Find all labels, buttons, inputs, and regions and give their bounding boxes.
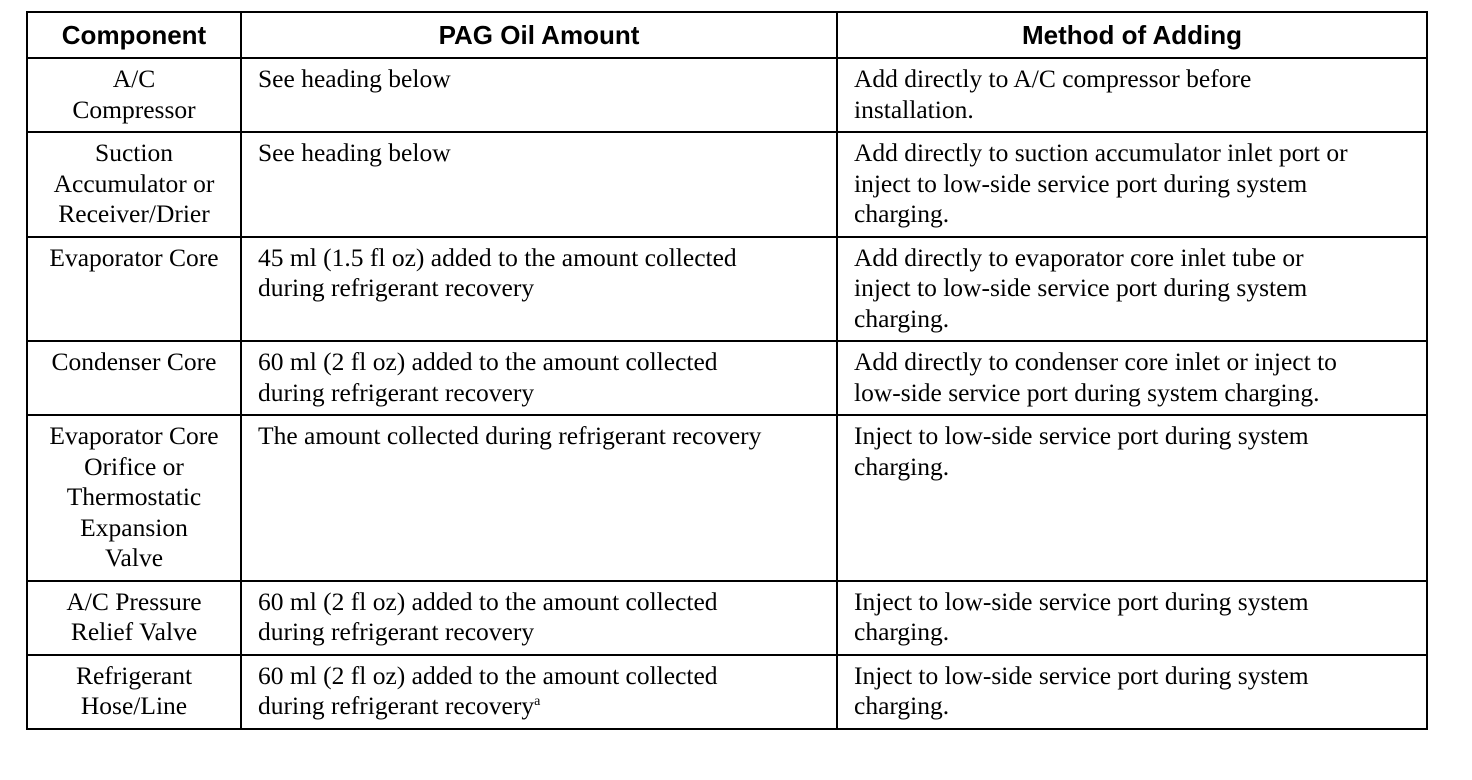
- method-cell-line: [854, 243, 1416, 274]
- header-oil-amount: PAG Oil Amount: [241, 12, 837, 58]
- oil-amount-cell: [241, 237, 837, 342]
- oil-amount-cell: [241, 132, 837, 237]
- component-cell-line: [32, 64, 236, 95]
- footnote-marker: a: [534, 694, 541, 709]
- table-row: [27, 415, 1427, 581]
- component-cell-text: Accumulator or: [53, 168, 215, 198]
- table-body: [27, 58, 1427, 729]
- component-cell-text: A/C Pressure: [66, 586, 202, 616]
- method-cell-line: [854, 273, 1416, 304]
- component-cell: [27, 58, 241, 132]
- method-cell-line: [854, 199, 1416, 230]
- component-cell-line: [32, 452, 236, 483]
- oil-amount-cell-text: 45 ml (1.5 fl oz) added to the amount collected: [258, 242, 737, 272]
- method-cell-line: [854, 587, 1416, 618]
- table-row: [27, 132, 1427, 237]
- method-cell-line: [854, 138, 1416, 169]
- component-cell-line: [32, 617, 236, 648]
- header-component: Component: [27, 12, 241, 58]
- method-cell-text: charging.: [854, 199, 950, 228]
- method-cell-text: Add directly to suction accumulator inlet port or: [854, 138, 1348, 167]
- component-cell-text: Hose/Line: [80, 691, 188, 720]
- oil-amount-cell: [241, 58, 837, 132]
- component-cell-line: [32, 421, 236, 452]
- component-cell-line: [32, 587, 236, 618]
- method-cell-text: Add directly to evaporator core inlet tube or: [854, 242, 1304, 272]
- component-cell-line: [32, 169, 236, 200]
- method-cell-text: Add directly to condenser core inlet or inject to: [854, 347, 1337, 376]
- component-cell: [27, 415, 241, 581]
- component-cell: [27, 132, 241, 237]
- table-row: [27, 655, 1427, 729]
- method-cell-text: Inject to low-side service port during system: [854, 421, 1309, 450]
- component-cell-text: Evaporator Core: [49, 242, 219, 272]
- table-row: [27, 58, 1427, 132]
- oil-amount-cell-text: during refrigerant recovery: [258, 691, 535, 720]
- oil-amount-cell-line: [258, 138, 826, 169]
- pag-oil-table: [26, 11, 1428, 730]
- component-cell: [27, 581, 241, 655]
- oil-amount-cell: [241, 341, 837, 415]
- component-cell-text: A/C: [112, 64, 156, 93]
- method-cell-line: [854, 661, 1416, 692]
- method-cell: [837, 237, 1427, 342]
- method-cell-line: [854, 691, 1416, 722]
- oil-amount-cell-text: during refrigerant recovery: [258, 273, 535, 302]
- oil-amount-cell-line: [258, 587, 826, 618]
- component-cell-text: Thermostatic: [66, 482, 202, 511]
- oil-amount-cell-text: See heading below: [258, 138, 451, 167]
- method-cell-line: [854, 617, 1416, 648]
- oil-amount-cell: [241, 655, 837, 729]
- component-cell-line: [32, 138, 236, 169]
- oil-amount-cell: [241, 581, 837, 655]
- oil-amount-cell: [241, 415, 837, 581]
- table-header-row: [27, 12, 1427, 58]
- method-cell: [837, 655, 1427, 729]
- header-method: Method of Adding: [837, 12, 1427, 58]
- method-cell: [837, 58, 1427, 132]
- method-cell: [837, 581, 1427, 655]
- method-cell-text: charging.: [854, 303, 950, 333]
- method-cell-line: [854, 95, 1416, 126]
- component-cell-line: [32, 482, 236, 513]
- component-cell-line: [32, 691, 236, 722]
- component-cell-text: Suction: [95, 138, 173, 167]
- method-cell-line: [854, 169, 1416, 200]
- method-cell-text: low-side service port during system charging.: [854, 377, 1320, 407]
- component-cell: [27, 341, 241, 415]
- method-cell-line: [854, 64, 1416, 95]
- oil-amount-cell-line: [258, 243, 826, 274]
- component-cell-line: [32, 199, 236, 230]
- oil-amount-cell-line: [258, 661, 826, 692]
- component-cell-text: Expansion: [80, 512, 188, 542]
- table-row: [27, 581, 1427, 655]
- method-cell-line: [854, 378, 1416, 409]
- method-cell-text: installation.: [854, 94, 974, 124]
- component-cell-text: Receiver/Drier: [58, 199, 210, 228]
- oil-amount-cell-line: [258, 691, 826, 722]
- method-cell: [837, 132, 1427, 237]
- component-cell-line: [32, 543, 236, 574]
- oil-amount-cell-text: during refrigerant recovery: [258, 617, 535, 646]
- component-cell-text: Condenser Core: [51, 347, 217, 376]
- method-cell-text: Add directly to A/C compressor before: [854, 64, 1252, 93]
- method-cell-line: [854, 347, 1416, 378]
- component-cell: [27, 655, 241, 729]
- method-cell: [837, 341, 1427, 415]
- component-cell-text: Relief Valve: [70, 617, 198, 646]
- table-row: [27, 237, 1427, 342]
- oil-amount-cell-line: [258, 617, 826, 648]
- oil-amount-cell-line: [258, 378, 826, 409]
- component-cell-text: Compressor: [72, 94, 196, 124]
- oil-amount-cell-line: [258, 64, 826, 95]
- method-cell: [837, 415, 1427, 581]
- component-cell-text: Evaporator Core: [49, 421, 219, 450]
- component-cell-line: [32, 513, 236, 544]
- method-cell-line: [854, 452, 1416, 483]
- oil-amount-cell-text: 60 ml (2 fl oz) added to the amount collected: [258, 660, 718, 690]
- oil-amount-cell-text: 60 ml (2 fl oz) added to the amount collected: [258, 586, 718, 616]
- oil-amount-cell-text: during refrigerant recovery: [258, 377, 535, 407]
- component-cell-text: Valve: [104, 543, 164, 572]
- method-cell-text: inject to low-side service port during system: [854, 273, 1308, 302]
- table-row: [27, 341, 1427, 415]
- method-cell-text: inject to low-side service port during system: [854, 168, 1308, 198]
- component-cell-line: [32, 347, 236, 378]
- oil-amount-cell-line: [258, 347, 826, 378]
- component-cell-line: [32, 95, 236, 126]
- method-cell-text: charging.: [854, 691, 950, 720]
- oil-amount-cell-text: See heading below: [258, 64, 451, 93]
- method-cell-text: charging.: [854, 451, 950, 481]
- component-cell: [27, 237, 241, 342]
- component-cell-text: Refrigerant: [75, 660, 193, 690]
- oil-amount-cell-line: [258, 421, 826, 452]
- oil-amount-cell-line: [258, 273, 826, 304]
- component-cell-line: [32, 243, 236, 274]
- method-cell-line: [854, 304, 1416, 335]
- method-cell-text: charging.: [854, 617, 950, 646]
- method-cell-text: Inject to low-side service port during system: [854, 586, 1309, 616]
- method-cell-line: [854, 421, 1416, 452]
- method-cell-text: Inject to low-side service port during system: [854, 660, 1309, 690]
- component-cell-line: [32, 661, 236, 692]
- oil-amount-cell-text: The amount collected during refrigerant recovery: [258, 421, 762, 450]
- oil-amount-cell-text: 60 ml (2 fl oz) added to the amount collected: [258, 347, 718, 376]
- component-cell-text: Orifice or: [84, 451, 184, 481]
